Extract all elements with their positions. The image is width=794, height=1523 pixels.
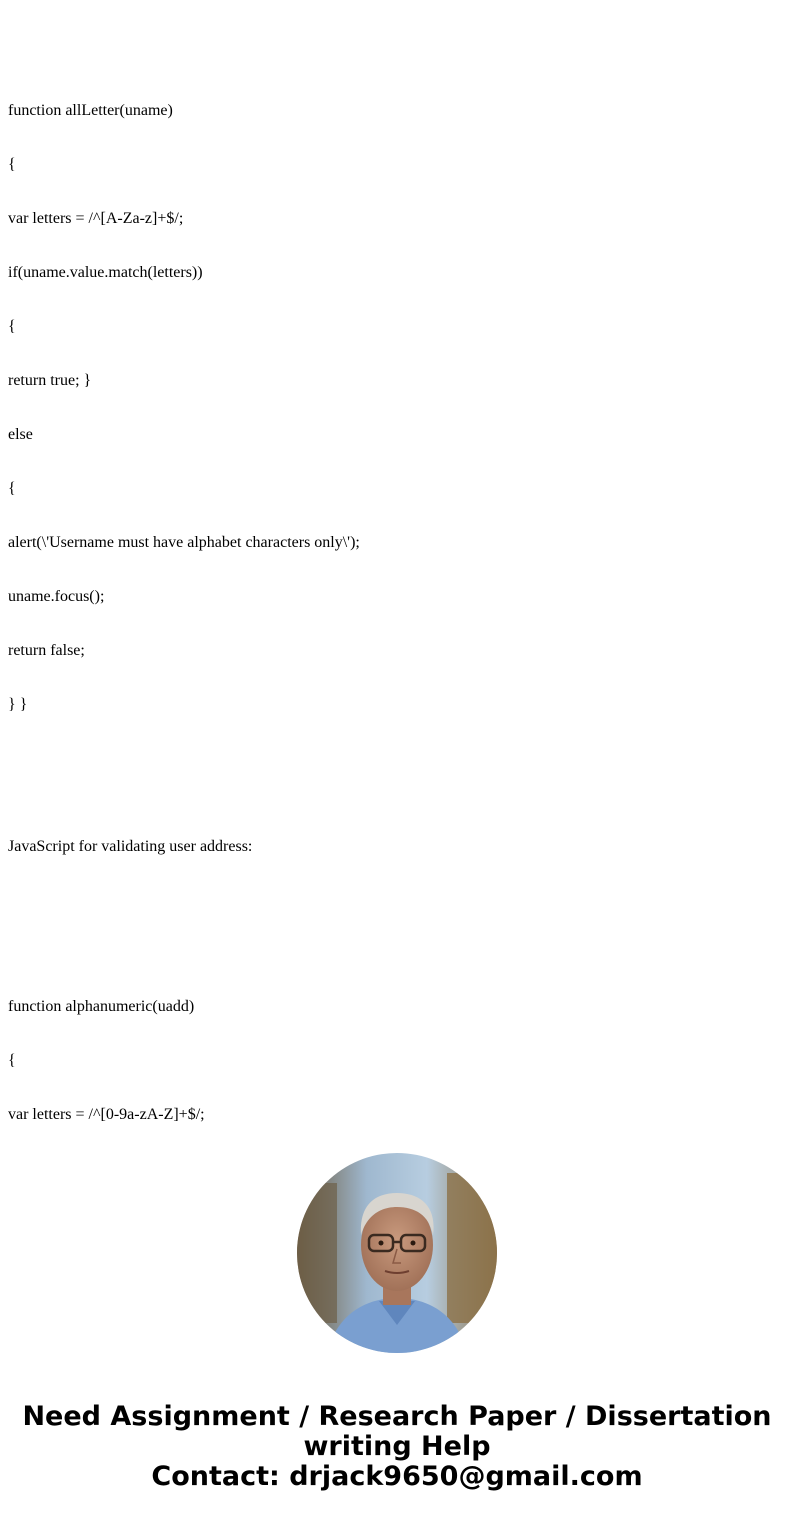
section-heading-address: JavaScript for validating user address:: [8, 838, 253, 855]
cta-line-1: Need Assignment / Research Paper / Dissertation: [22, 1401, 772, 1432]
code-line: function alphanumeric(uadd): [8, 998, 195, 1015]
cta-line-2: writing Help: [303, 1431, 491, 1462]
code-line: {: [8, 480, 16, 497]
code-line: } }: [8, 696, 28, 713]
code-line: {: [8, 1052, 16, 1069]
code-line: uname.focus();: [8, 588, 105, 605]
code-block-address: [8, 962, 788, 1122]
code-line: return true; }: [8, 372, 92, 389]
code-line: alert(\'Username must have alphabet characters only\');: [8, 534, 360, 551]
code-block-username: [8, 66, 788, 750]
author-avatar: [297, 1153, 497, 1353]
code-line: function allLetter(uname): [8, 102, 173, 119]
person-photo-icon: [297, 1153, 497, 1353]
code-line: else: [8, 426, 33, 443]
code-line: {: [8, 156, 16, 173]
cta-contact-line: Contact: drjack9650@gmail.com: [151, 1461, 643, 1492]
code-line: var letters = /^[0-9a-zA-Z]+$/;: [8, 1106, 205, 1122]
code-line: var letters = /^[A-Za-z]+$/;: [8, 210, 184, 227]
contact-banner: [0, 1402, 794, 1492]
code-listing: [8, 12, 788, 1122]
code-line: {: [8, 318, 16, 335]
code-line: if(uname.value.match(letters)): [8, 264, 203, 281]
code-line: return false;: [8, 642, 85, 659]
